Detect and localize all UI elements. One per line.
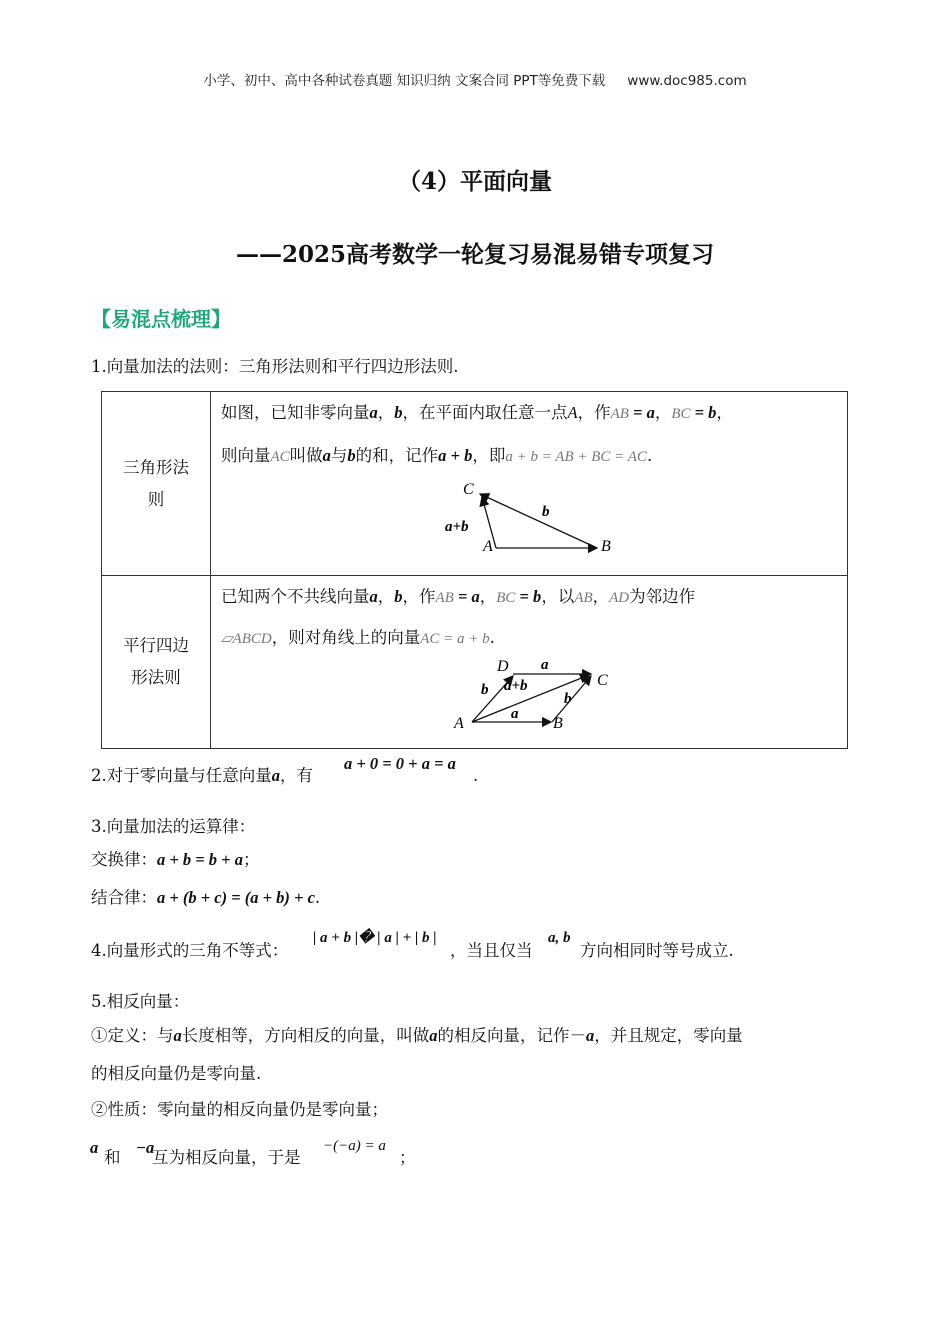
item-2-text: 2.对于零向量与任意向量a，有 (91, 766, 313, 785)
parallelogram-rule-label (102, 576, 211, 749)
parallelogram-diagram (451, 658, 621, 743)
parallelogram-label-line2: 形法则 (131, 668, 181, 687)
sub-title: ——2025高考数学一轮复习易混易错专项复习 (235, 241, 714, 268)
triangle-label-line2: 则 (147, 489, 165, 509)
item-4-formula: | a + b |� | a | + | b | (313, 930, 437, 946)
item-4-ab: a, b (548, 930, 571, 946)
label-a-plus-b: a+b (445, 519, 469, 535)
triangle-rule-content (211, 392, 848, 576)
item-5-last-formula: −(−a) = a (323, 1138, 386, 1154)
parallelogram-line1: 已知两个不共线向量a，b，作AB = a，BC = b，以AB，AD为邻边作 (221, 587, 696, 606)
triangle-line1: 如图，已知非零向量a，b，在平面内取任意一点A，作AB = a，BC = b， (221, 403, 733, 422)
triangle-label-line1: 三角形法 (123, 457, 189, 477)
item-5-last-and: 和 (104, 1148, 121, 1167)
item-5-title: 5.相反向量： (91, 992, 190, 1011)
parallelogram-rule-content (211, 576, 848, 749)
table-row-triangle (102, 392, 848, 576)
label-c: C (597, 672, 608, 689)
item-4-label: 4.向量形式的三角不等式： (91, 941, 289, 960)
parallelogram-label-line1: 平行四边 (123, 636, 189, 655)
commutative-law: 交换律：a + b = b + a； (91, 850, 260, 869)
rules-table (101, 391, 848, 749)
label-vector-a-bottom: a (511, 706, 519, 722)
associative-law: 结合律：a + (b + c) = (a + b) + c. (91, 888, 321, 907)
item-4-condition: ，当且仅当 (450, 941, 533, 960)
item-3-title: 3.向量加法的运算律： (91, 817, 256, 836)
vector-bc-arrow (480, 494, 597, 548)
triangle-line2: 则向量AC叫做a与b的和，记作a + b，即a + b = AB + BC = AC. (221, 446, 653, 465)
item-2-end: . (473, 766, 479, 785)
item-5-definition-line1: ①定义：与a长度相等，方向相反的向量，叫做a的相反向量，记作－a，并且规定，零向量 (91, 1026, 743, 1045)
label-vector-b-left: b (481, 682, 489, 698)
header-url: www.doc985.com (627, 73, 747, 89)
item-5-definition-line2: 的相反向量仍是零向量. (91, 1064, 262, 1083)
item-1-text: 1.向量加法的法则：三角形法则和平行四边形法则. (91, 357, 459, 376)
parallelogram-line2: ▱ABCD，则对角线上的向量AC = a + b. (221, 628, 495, 647)
item-4-end: 方向相同时等号成立. (580, 941, 734, 960)
header-left-text: 小学、初中、高中各种试卷真题 知识归纳 文案合同 PPT等免费下载 (203, 73, 606, 89)
label-vector-b: b (542, 504, 550, 520)
item-5-last-neg-a: −a (136, 1138, 155, 1157)
label-c: C (463, 481, 474, 498)
main-title: （4）平面向量 (397, 168, 552, 195)
item-5-last-end: ； (399, 1148, 416, 1167)
label-a: A (483, 538, 493, 555)
label-b: B (553, 715, 563, 732)
item-5-property: ②性质：零向量的相反向量仍是零向量； (91, 1100, 388, 1119)
section-heading: 【易混点梳理】 (91, 307, 231, 331)
label-b: B (601, 538, 611, 555)
label-a-plus-b: a+b (504, 678, 528, 694)
label-vector-a-top: a (541, 658, 549, 673)
page-header (0, 69, 950, 89)
label-a: A (454, 715, 464, 732)
triangle-rule-label (102, 392, 211, 576)
item-2-formula: a + 0 = 0 + a = a (344, 754, 456, 773)
label-d: D (497, 658, 509, 675)
table-row-parallelogram (102, 576, 848, 749)
triangle-diagram (441, 477, 621, 572)
label-vector-b-right: b (564, 691, 572, 707)
item-5-last-a: a (90, 1138, 99, 1157)
item-5-last-text: 互为相反向量，于是 (152, 1148, 301, 1167)
